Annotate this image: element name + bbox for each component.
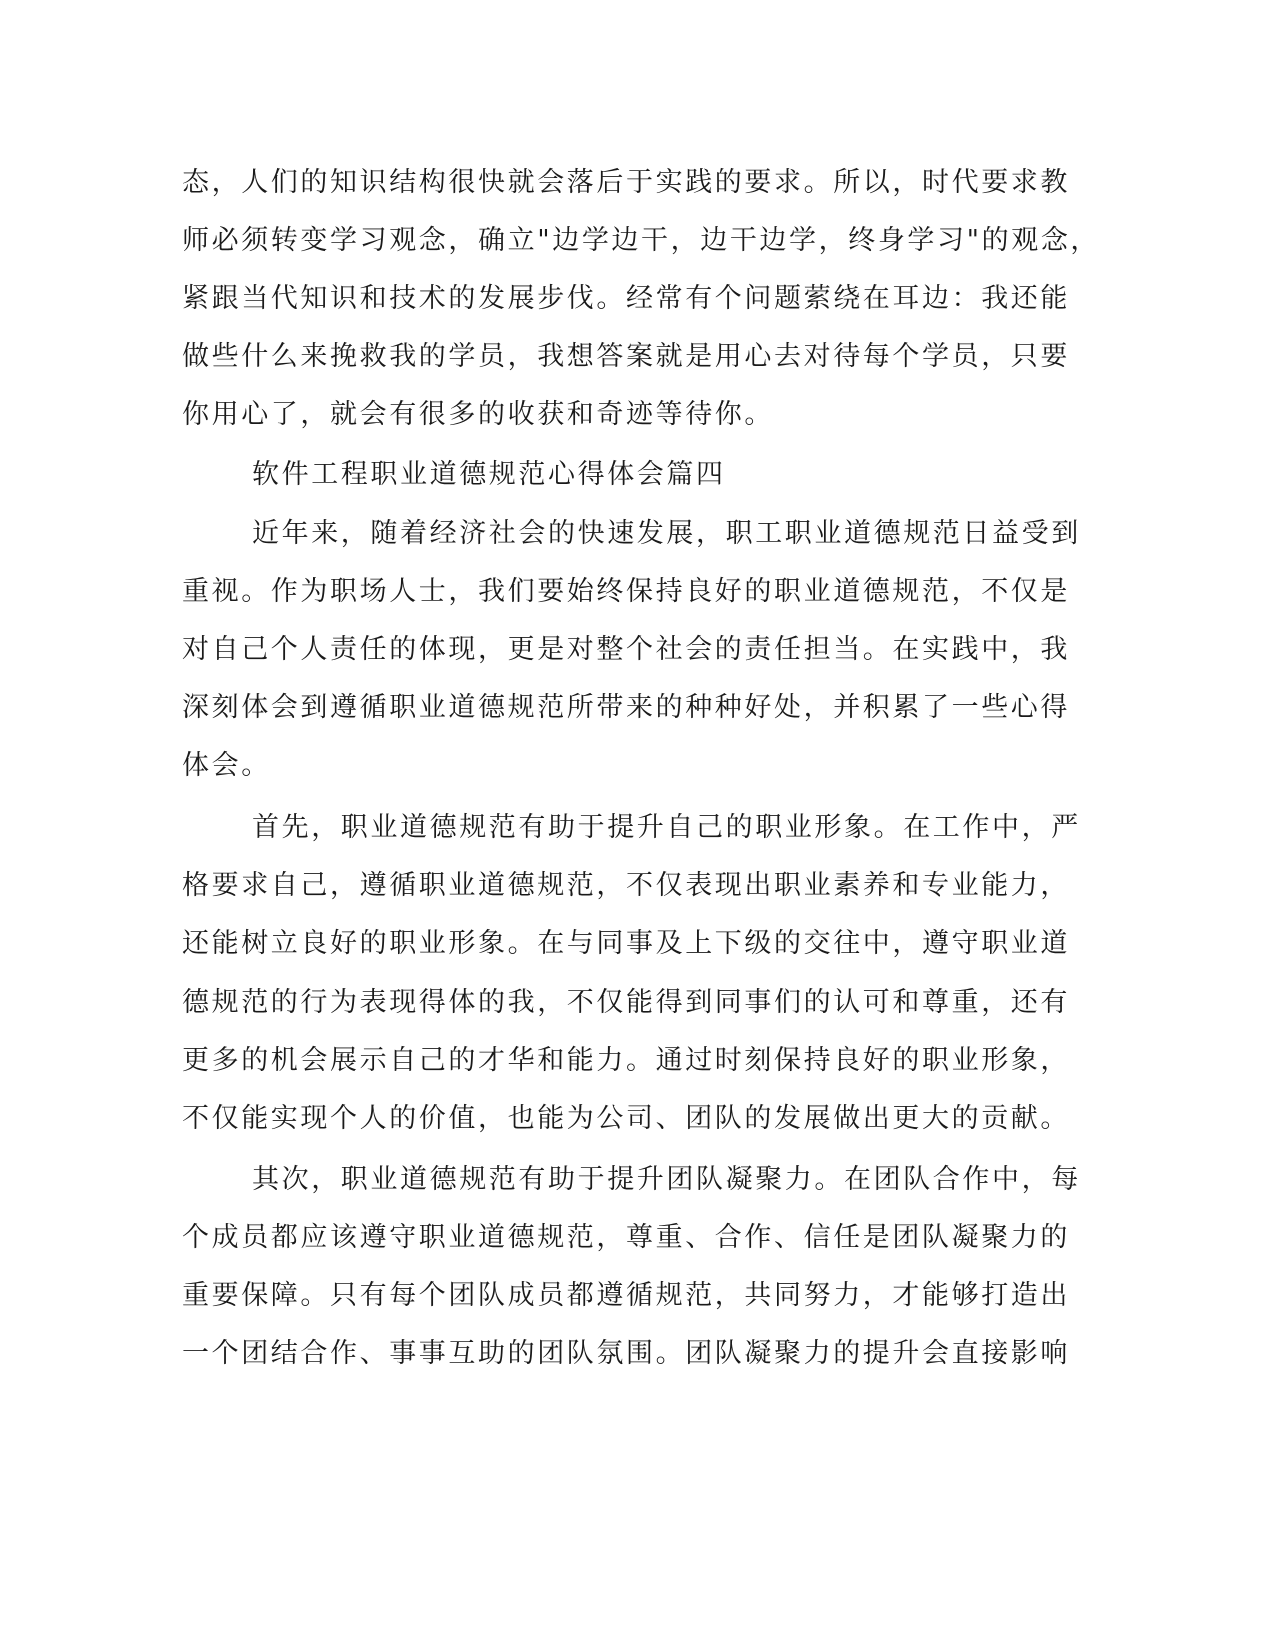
- paragraph-line: 不仅能实现个人的价值，也能为公司、团队的发展做出更大的贡献。: [182, 1103, 1070, 1134]
- paragraph-line: 深刻体会到遵循职业道德规范所带来的种种好处，并积累了一些心得: [182, 692, 1070, 723]
- paragraph-line: 首先，职业道德规范有助于提升自己的职业形象。在工作中，严: [252, 812, 1081, 843]
- paragraph-line: 更多的机会展示自己的才华和能力。通过时刻保持良好的职业形象，: [182, 1045, 1070, 1076]
- paragraph-line: 一个团结合作、事事互助的团队氛围。团队凝聚力的提升会直接影响: [182, 1338, 1070, 1369]
- paragraph-line: 个成员都应该遵守职业道德规范，尊重、合作、信任是团队凝聚力的: [182, 1222, 1070, 1253]
- paragraph-line: 还能树立良好的职业形象。在与同事及上下级的交往中，遵守职业道: [182, 928, 1070, 959]
- paragraph-line: 做些什么来挽救我的学员，我想答案就是用心去对待每个学员，只要: [182, 341, 1070, 372]
- paragraph-line: 对自己个人责任的体现，更是对整个社会的责任担当。在实践中，我: [182, 634, 1070, 665]
- paragraph-line: 体会。: [182, 750, 271, 781]
- paragraph-line: 紧跟当代知识和技术的发展步伐。经常有个问题萦绕在耳边：我还能: [182, 283, 1070, 314]
- paragraph-line: 格要求自己，遵循职业道德规范，不仅表现出职业素养和专业能力，: [182, 870, 1070, 901]
- paragraph-line: 近年来，随着经济社会的快速发展，职工职业道德规范日益受到: [252, 518, 1081, 549]
- section-heading: 软件工程职业道德规范心得体会篇四: [252, 459, 726, 490]
- paragraph-line: 重视。作为职场人士，我们要始终保持良好的职业道德规范，不仅是: [182, 576, 1070, 607]
- paragraph-line: 师必须转变学习观念，确立"边学边干，边干边学，终身学习"的观念，: [182, 225, 1101, 256]
- paragraph-line: 德规范的行为表现得体的我，不仅能得到同事们的认可和尊重，还有: [182, 987, 1070, 1018]
- paragraph-line: 你用心了，就会有很多的收获和奇迹等待你。: [182, 399, 774, 430]
- paragraph-line: 态，人们的知识结构很快就会落后于实践的要求。所以，时代要求教: [182, 167, 1070, 198]
- paragraph-line: 重要保障。只有每个团队成员都遵循规范，共同努力，才能够打造出: [182, 1280, 1070, 1311]
- paragraph-line: 其次，职业道德规范有助于提升团队凝聚力。在团队合作中，每: [252, 1164, 1081, 1195]
